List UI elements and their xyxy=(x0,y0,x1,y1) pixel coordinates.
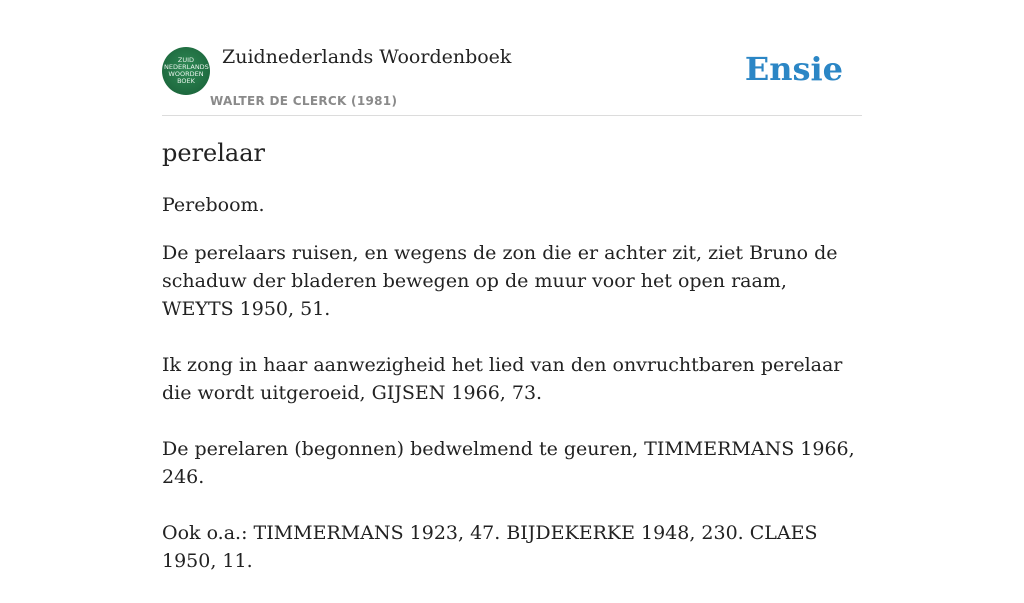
ensie-logo-link[interactable]: Ensie xyxy=(744,50,843,88)
dictionary-logo[interactable] xyxy=(162,47,210,95)
example-quote: De perelaren (begonnen) bedwelmend te geuren, TIMMERMANS 1966, 246. xyxy=(162,438,855,488)
dictionary-title[interactable]: Zuidnederlands Woordenboek xyxy=(222,46,512,68)
example-quote: Ik zong in haar aanwezigheid het lied van den onvruchtbaren perelaar die wordt uitgeroeid, GIJSEN 1966, 73. xyxy=(162,354,843,404)
entry-examples xyxy=(162,239,862,603)
entry-definition: Pereboom. xyxy=(162,194,265,216)
dictionary-header xyxy=(162,44,862,116)
example-quote: De perelaars ruisen, en wegens de zon die er achter zit, ziet Bruno de schaduw der bladeren bewegen op de muur voor het open raam, WEYTS 1950, 51. xyxy=(162,242,838,320)
logo-text: ZUID NEDERLANDS WOORDEN BOEK xyxy=(164,56,209,85)
dictionary-author: WALTER DE CLERCK (1981) xyxy=(210,94,398,108)
example-quote: Ook o.a.: TIMMERMANS 1923, 47. BIJDEKERKE 1948, 230. CLAES 1950, 11. xyxy=(162,522,818,572)
entry-headword: perelaar xyxy=(162,139,266,167)
